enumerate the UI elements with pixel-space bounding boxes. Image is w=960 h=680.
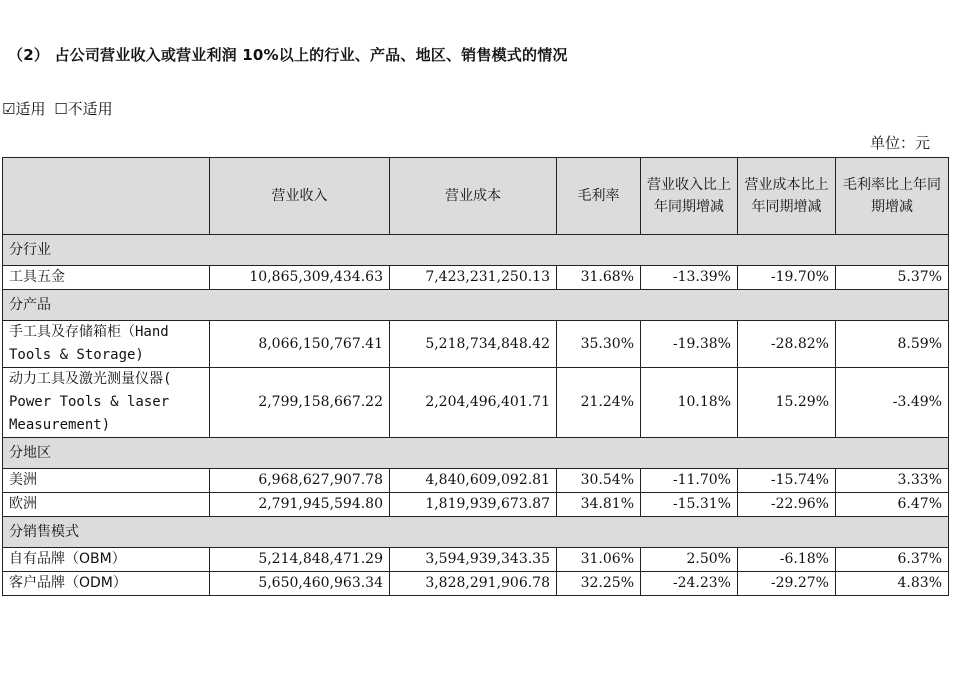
table-row <box>3 469 949 493</box>
row-label <box>3 548 210 572</box>
header-revenue: 营业收入 <box>210 158 390 235</box>
cost-cell: 4,840,609,092.81 <box>390 469 557 493</box>
cost-change-cell: -22.96% <box>738 493 836 517</box>
not-applicable-checkbox[interactable]: ☐不适用 <box>54 100 113 118</box>
table-row <box>3 368 949 438</box>
table-row <box>3 266 949 290</box>
cost-cell: 7,423,231,250.13 <box>390 266 557 290</box>
header-blank <box>3 158 210 235</box>
revenue-breakdown-table <box>2 157 949 596</box>
row-label-cn: 美洲 <box>9 472 37 488</box>
cost-change-cell: 15.29% <box>738 368 836 438</box>
unit-label: 单位：元 <box>869 134 930 152</box>
revenue-change-cell: -11.70% <box>641 469 738 493</box>
section-row <box>3 438 949 469</box>
cost-change-cell: -28.82% <box>738 321 836 368</box>
revenue-change-cell: -13.39% <box>641 266 738 290</box>
row-label <box>3 572 210 596</box>
row-label-cn: 手工具及存储箱柜 <box>9 324 121 340</box>
margin-cell: 31.06% <box>557 548 641 572</box>
margin-change-cell: 8.59% <box>836 321 949 368</box>
revenue-change-cell: -19.38% <box>641 321 738 368</box>
margin-change-cell: 3.33% <box>836 469 949 493</box>
cost-change-cell: -6.18% <box>738 548 836 572</box>
row-label <box>3 321 210 368</box>
margin-cell: 31.68% <box>557 266 641 290</box>
row-label-en: （Hand Tools & Storage) <box>9 324 169 363</box>
cost-cell: 5,218,734,848.42 <box>390 321 557 368</box>
row-label-en: ( Power Tools & laser Measurement) <box>9 371 172 433</box>
cost-change-cell: -15.74% <box>738 469 836 493</box>
margin-change-cell: -3.49% <box>836 368 949 438</box>
row-label-cn: 自有品牌（OBM） <box>9 551 126 567</box>
table-row <box>3 572 949 596</box>
margin-cell: 32.25% <box>557 572 641 596</box>
margin-change-cell: 5.37% <box>836 266 949 290</box>
margin-cell: 21.24% <box>557 368 641 438</box>
table-row <box>3 493 949 517</box>
row-label-cn: 欧洲 <box>9 496 37 512</box>
section-title: 分销售模式 <box>3 517 949 548</box>
cost-cell: 1,819,939,673.87 <box>390 493 557 517</box>
applicable-checkbox[interactable]: ☑适用 <box>2 100 46 118</box>
revenue-change-cell: 10.18% <box>641 368 738 438</box>
revenue-cell: 10,865,309,434.63 <box>210 266 390 290</box>
table-row <box>3 548 949 572</box>
row-label <box>3 493 210 517</box>
row-label <box>3 266 210 290</box>
row-label-cn: 工具五金 <box>9 269 65 285</box>
cost-change-cell: -19.70% <box>738 266 836 290</box>
section-heading: （2） 占公司营业收入或营业利润 10%以上的行业、产品、地区、销售模式的情况 <box>8 46 568 64</box>
margin-change-cell: 6.37% <box>836 548 949 572</box>
cost-cell: 3,594,939,343.35 <box>390 548 557 572</box>
row-label-cn: 客户品牌（ODM） <box>9 575 127 591</box>
margin-change-cell: 6.47% <box>836 493 949 517</box>
section-row <box>3 517 949 548</box>
margin-cell: 35.30% <box>557 321 641 368</box>
header-margin-change: 毛利率比上年同期增减 <box>836 158 949 235</box>
margin-change-cell: 4.83% <box>836 572 949 596</box>
revenue-cell: 2,799,158,667.22 <box>210 368 390 438</box>
table-header-row <box>3 158 949 235</box>
cost-change-cell: -29.27% <box>738 572 836 596</box>
header-cost: 营业成本 <box>390 158 557 235</box>
row-label-cn: 动力工具及激光测量仪器 <box>9 371 163 387</box>
header-cost-change: 营业成本比上年同期增减 <box>738 158 836 235</box>
revenue-cell: 6,968,627,907.78 <box>210 469 390 493</box>
table-row <box>3 321 949 368</box>
revenue-change-cell: -15.31% <box>641 493 738 517</box>
margin-cell: 30.54% <box>557 469 641 493</box>
cost-cell: 2,204,496,401.71 <box>390 368 557 438</box>
header-revenue-change: 营业收入比上年同期增减 <box>641 158 738 235</box>
revenue-cell: 5,214,848,471.29 <box>210 548 390 572</box>
margin-cell: 34.81% <box>557 493 641 517</box>
cost-cell: 3,828,291,906.78 <box>390 572 557 596</box>
row-label <box>3 368 210 438</box>
header-margin: 毛利率 <box>557 158 641 235</box>
revenue-cell: 8,066,150,767.41 <box>210 321 390 368</box>
row-label <box>3 469 210 493</box>
section-title: 分行业 <box>3 235 949 266</box>
revenue-change-cell: 2.50% <box>641 548 738 572</box>
revenue-change-cell: -24.23% <box>641 572 738 596</box>
section-title: 分产品 <box>3 290 949 321</box>
section-row <box>3 235 949 266</box>
revenue-cell: 5,650,460,963.34 <box>210 572 390 596</box>
applicability-options <box>2 98 117 119</box>
section-title: 分地区 <box>3 438 949 469</box>
section-row <box>3 290 949 321</box>
revenue-cell: 2,791,945,594.80 <box>210 493 390 517</box>
